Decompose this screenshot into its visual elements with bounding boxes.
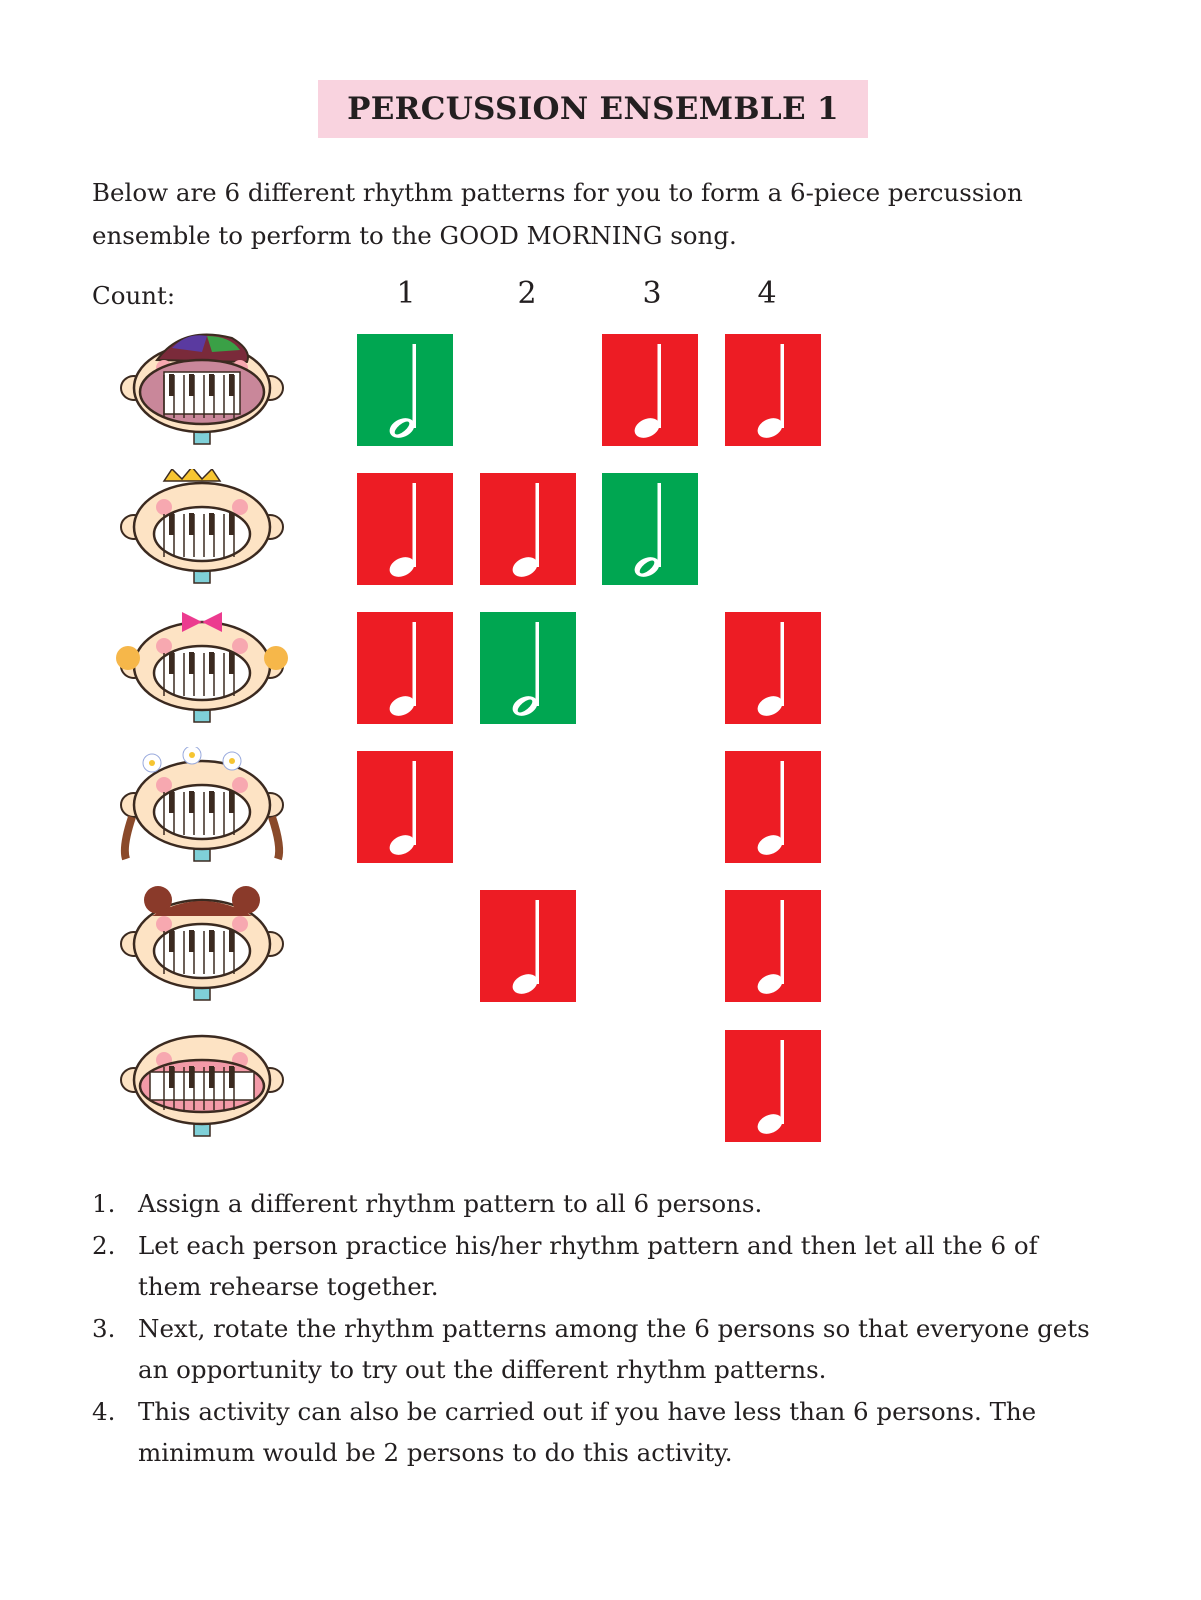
quarter-note-box [357,612,453,724]
beat-2: 2 [517,276,537,311]
child-face-buns-icon [112,886,292,1006]
instruction-number: 1. [92,1189,116,1218]
instruction-item [92,1308,1102,1391]
instruction-number: 4. [92,1396,116,1426]
beat-3: 3 [642,276,662,311]
quarter-note-box [480,890,576,1002]
child-face-cap-icon [112,330,292,450]
instructions-list [92,1183,1102,1474]
quarter-note-box [357,751,453,863]
instruction-text: Let each person practice his/her rhythm pattern and then let all the 6 of them rehearse together. [138,1230,1038,1301]
beat-4: 4 [757,276,777,311]
instruction-number: 3. [92,1313,116,1343]
title-banner [318,80,868,138]
half-note-box [480,612,576,724]
quarter-note-box [602,334,698,446]
quarter-note-box [725,1030,821,1142]
instruction-item [92,1183,1102,1225]
quarter-note-box [725,334,821,446]
quarter-note-box [725,612,821,724]
half-note-box [357,334,453,446]
quarter-note-box [480,473,576,585]
instruction-number: 2. [92,1230,116,1260]
quarter-note-box [725,751,821,863]
instruction-text: This activity can also be carried out if you have less than 6 persons. The minimum would be 2 persons to do this activity. [138,1396,1037,1467]
child-face-bald-icon [112,1022,292,1142]
instruction-item [92,1391,1102,1474]
instruction-text: Assign a different rhythm pattern to all 6 persons. [138,1189,763,1218]
intro-text: Below are 6 different rhythm patterns for you to form a 6-piece percussion ensemble to perform to the GOOD MORNING song. [92,178,1023,250]
half-note-box [602,473,698,585]
instruction-item [92,1225,1102,1308]
instruction-text: Next, rotate the rhythm patterns among the 6 persons so that everyone gets an opportunity to try out the different rhythm patterns. [138,1313,1090,1384]
child-face-bow-icon [112,608,292,728]
quarter-note-box [357,473,453,585]
page-title: PERCUSSION ENSEMBLE 1 [347,91,839,127]
beat-1: 1 [396,276,416,311]
quarter-note-box [725,890,821,1002]
count-label: Count: [92,281,176,310]
child-face-crown-icon [112,469,292,589]
child-face-flowers-icon [112,747,292,867]
